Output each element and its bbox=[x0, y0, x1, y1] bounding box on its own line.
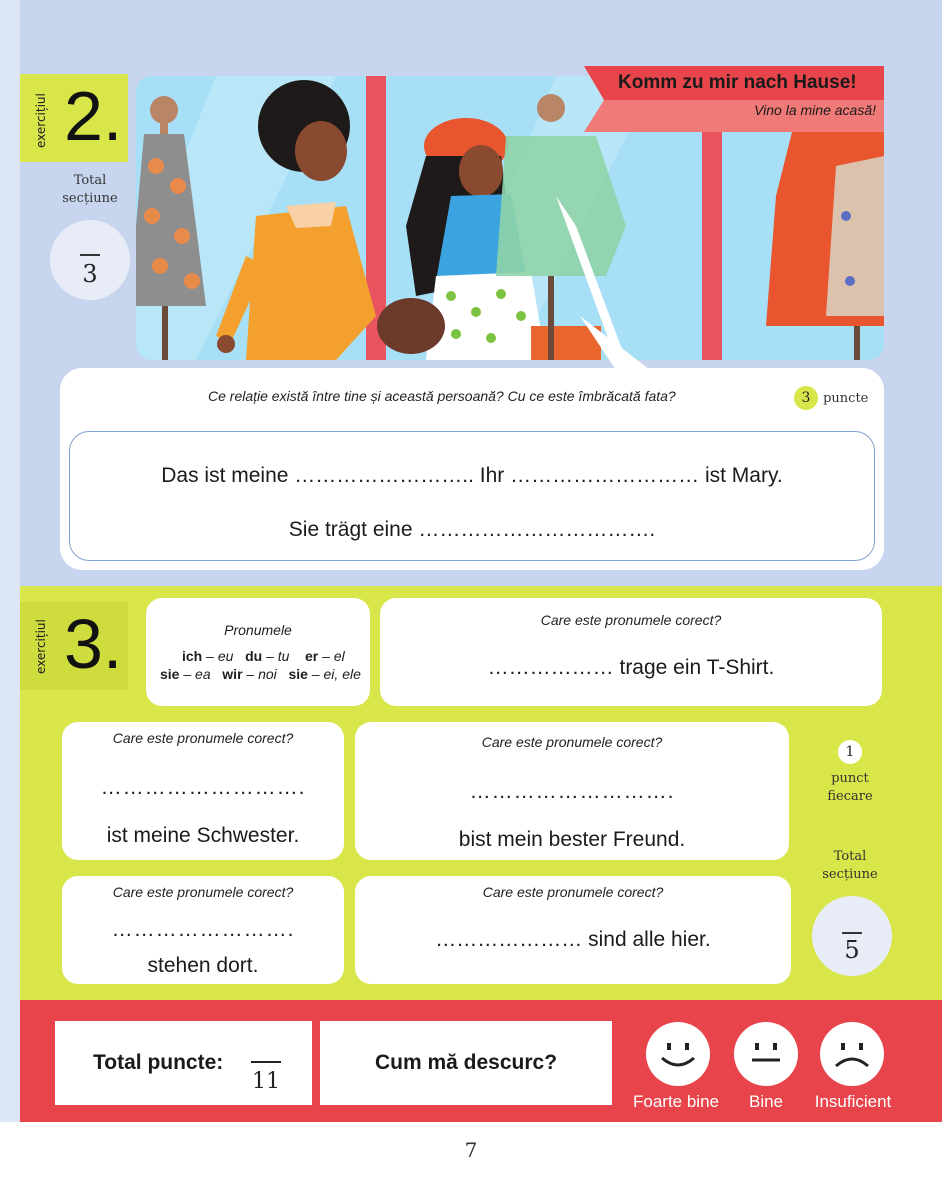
title-banner bbox=[584, 66, 884, 132]
banner-title: Komm zu mir nach Hause! bbox=[618, 72, 857, 93]
item-question: Care este pronumele corect? bbox=[540, 612, 722, 628]
self-assessment-box bbox=[320, 1021, 612, 1105]
item-sentence: ………………… sind alle hier. bbox=[435, 928, 711, 951]
exercise2-number: 2. bbox=[64, 77, 123, 155]
pronouns-box bbox=[146, 598, 370, 706]
rating-label-insufficient: Insuficient bbox=[814, 1092, 892, 1111]
pronouns-row-2: sie – ea wir – noi sie – ei, ele bbox=[160, 666, 361, 682]
self-assessment-label: Cum mă descurc? bbox=[374, 1051, 558, 1074]
pronouns-title: Pronumele bbox=[224, 622, 292, 638]
item-sentence: bist mein bester Freund. bbox=[458, 828, 686, 851]
exercise2-answer-box[interactable] bbox=[69, 431, 875, 561]
item-blank: ………………………. bbox=[100, 776, 306, 799]
exercise2-question: Ce relație există între tine și această persoană? Cu ce este îmbrăcată fata? bbox=[208, 388, 676, 404]
exercise2-card bbox=[60, 368, 884, 570]
total-points-max: 11 bbox=[252, 1069, 280, 1094]
exercise3-item-4[interactable] bbox=[62, 876, 344, 984]
exercise2-score-circle bbox=[50, 220, 130, 300]
exercise2-marker bbox=[20, 74, 128, 162]
total-points-box bbox=[55, 1021, 312, 1105]
item-blank: ……………………. bbox=[111, 918, 295, 941]
sad-face-icon[interactable] bbox=[820, 1022, 884, 1086]
exercise3-number: 3. bbox=[64, 605, 123, 683]
exercise2-points bbox=[794, 386, 868, 410]
neutral-face-icon[interactable] bbox=[734, 1022, 798, 1086]
page-number: 7 bbox=[464, 1138, 478, 1162]
total-points-label: Total puncte: bbox=[93, 1051, 224, 1074]
exercise2-total-label: Total secțiune bbox=[62, 173, 118, 206]
exercise3-points bbox=[808, 740, 892, 806]
item-sentence: stehen dort. bbox=[147, 954, 259, 977]
item-question: Care este pronumele corect? bbox=[481, 734, 663, 750]
rating-label-good: Bine bbox=[748, 1092, 784, 1111]
exercise3-marker bbox=[20, 602, 128, 690]
exercise3-item-1[interactable] bbox=[380, 598, 882, 706]
item-question: Care este pronumele corect? bbox=[112, 730, 294, 746]
exercise3-item-2[interactable] bbox=[62, 722, 344, 860]
exercise2-label: exercițiul bbox=[34, 93, 48, 148]
exercise3-label: exercițiul bbox=[34, 619, 48, 674]
exercise2-sentence1: Das ist meine …………………….. Ihr ……………………… ist Mary. bbox=[161, 464, 783, 487]
pronouns-row-1: ich – eu du – tu er – el bbox=[182, 648, 345, 664]
item-question: Care este pronumele corect? bbox=[482, 884, 664, 900]
item-question: Care este pronumele corect? bbox=[112, 884, 294, 900]
points-badge: 3 bbox=[794, 386, 818, 410]
exercise2-score-max: 3 bbox=[82, 260, 98, 288]
point-badge: 1 bbox=[838, 740, 862, 764]
exercise3-total-label: Total secțiune bbox=[822, 849, 878, 882]
exercise3-score-max: 5 bbox=[844, 936, 860, 964]
item-sentence: ist meine Schwester. bbox=[106, 824, 300, 847]
point-label: punct fiecare bbox=[827, 771, 873, 804]
exercise3-item-5[interactable] bbox=[355, 876, 791, 984]
rating-label-very-good: Foarte bine bbox=[633, 1092, 719, 1111]
exercise3-item-3[interactable] bbox=[355, 722, 789, 860]
exercise3-score-circle bbox=[812, 896, 892, 976]
speech-pointer bbox=[580, 316, 660, 376]
item-blank: ………………………. bbox=[469, 780, 675, 803]
happy-face-icon[interactable] bbox=[646, 1022, 710, 1086]
points-label: puncte bbox=[823, 391, 869, 406]
item-sentence: ……………… trage ein T-Shirt. bbox=[487, 656, 775, 679]
total-points-line bbox=[251, 1061, 281, 1063]
page-edge bbox=[0, 0, 20, 1122]
exercise2-sentence2: Sie trägt eine ……………………………. bbox=[288, 518, 656, 541]
banner-subtitle: Vino la mine acasă! bbox=[754, 102, 876, 118]
